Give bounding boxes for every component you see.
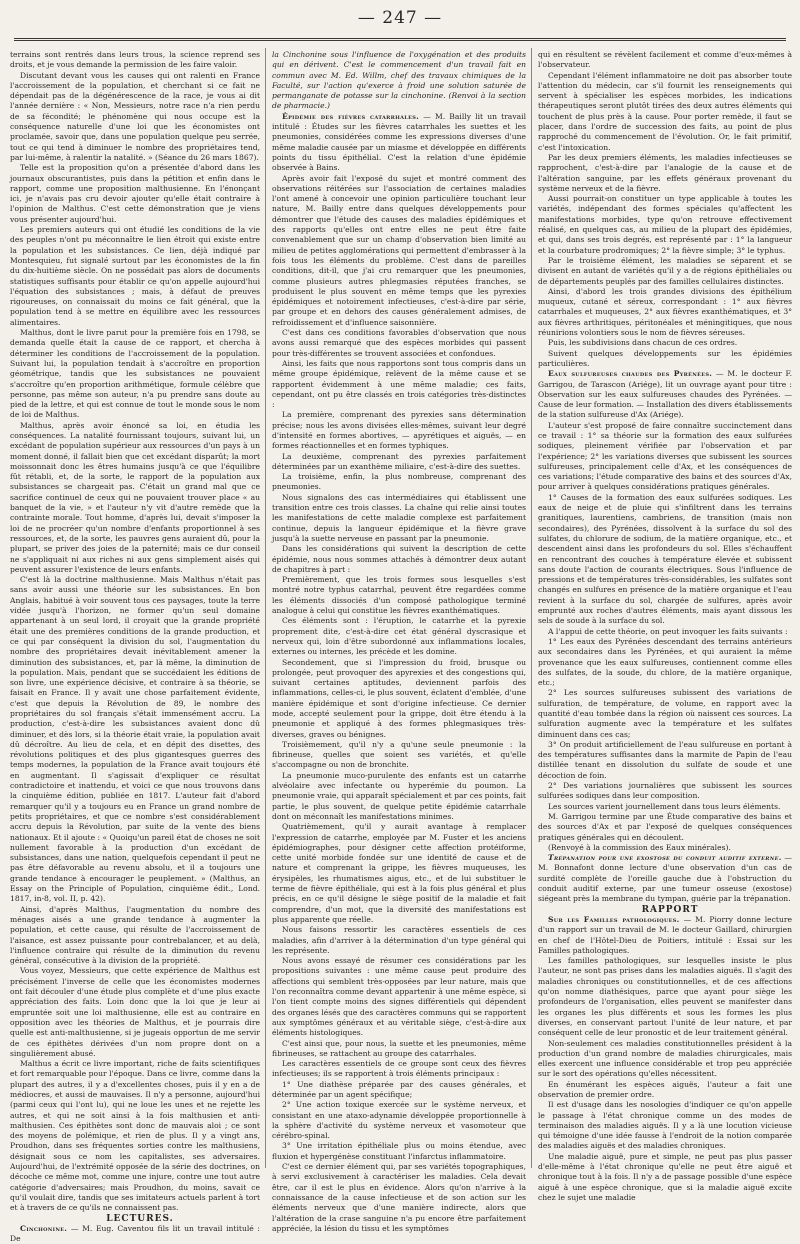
paragraph: C'est ce dernier élément qui, par ses variétés topographiques, à servi exclusivement à caractériser les maladies. Cela devait être, car il est le plus en évidence. Alors qu'on n'arrive à la connaissance de la cause infectieuse et de son action sur les éléments nerveux que d'une manière indirecte, alors que l'altération de la crase sanguine n'a pu encore être parfaitement appréciée, la lésion du tissu et les symptômes (272, 1162, 526, 1233)
paragraph: Discutant devant vous les causes qui ont ralenti en France l'accroissement de la population, et cherchant si ce fait ne dépendait pas de la dégénérescence de la race, je vous ai dit l'année dernière : « Non, Messieurs, notre race n'a rien perdu de sa fécondité; le phénomène qui nous occupe est la conséquence naturelle d'une loi que les économistes ont proclamée, savoir que, dans une population quelque peu serrée, tout ce qui tend à diminuer le nombre des propriétaires tend, par lui-même, à ralentir la natalité. » (Séance du 26 mars 1867). (10, 70, 260, 162)
article-heading: Eaux sulfureuses chaudes des Pyrénées. (548, 369, 713, 379)
paragraph: 3° On produit artificiellement de l'eau sulfureuse en portant à des températures suffisantes dans la marmite de Papin de l'eau distillée tenant en dissolution du sulfate de soude et une décoction de foin. (538, 739, 792, 780)
paragraph: L'auteur s'est proposé de faire connaître succinctement dans ce travail : 1° sa théorie sur la formation des eaux sulfurées sodiques, pleinement vérifiée par l'observation et par l'expérience; 2° les variations diverses que subissent les sources sulfureuses, principalement celle d'Ax, et les conséquences de ces variations; l'étude comparative des bains et des sources d'Ax, pour arriver à quelques considérations pratiques générales. (538, 420, 792, 492)
paragraph: La troisième, enfin, la plus nombreuse, comprenant des pneumonies. (272, 472, 526, 492)
paragraph: Telle est la proposition qu'on a présentée d'abord dans les journaux obscurantistes, puis dans la pétition et enfin dans le rapport, comme une proposition malthusienne. En l'énonçant ici, je n'avais pas cru devoir ajouter qu'elle était contraire à l'opinion de Malthus. C'est cette démonstration que je viens vous présenter aujourd'hui. (10, 163, 260, 224)
page-number: — 247 — (357, 8, 443, 28)
paragraph: Puis, les subdivisions dans chacun de ces ordres. (548, 338, 738, 348)
paragraph: Ces éléments sont : l'éruption, le catarrhe et la pyrexie proprement dite, c'est-à-dire cet état général dyscrasique et nerveux qui, loin d'être subordonné aux inflammations locales, externes ou internes, les précède et les domine. (272, 616, 526, 657)
paragraph-text: — M. Eug. Caventou fils lit un travail intitulé : De (10, 1223, 260, 1244)
column-divider (531, 48, 532, 1168)
paragraph (538, 853, 792, 904)
paragraph: A l'appui de cette théorie, on peut invoquer les faits suivants : (548, 626, 788, 636)
section-title-lectures: LECTURES. (106, 1213, 174, 1224)
column-right (538, 50, 792, 1202)
paragraph: Les sources varient journellement dans tous leurs éléments. (548, 801, 781, 811)
paragraph: 2° Les sources sulfureuses subissent des variations de sulfuration, de température, de volume, en rapport avec la quantité d'eau tombée dans la région où naissent ces sources. La sulfuration augmente avec la température et les sulfates diminuent dans ces cas; (538, 688, 792, 739)
paragraph: 1° Les eaux des Pyrénées descendant des terrains antérieurs aux secondaires dans les Pyrénées, et qui auraient la même provenance que les eaux sulfureuses, contiennent comme elles des sulfates, de la soude, du chlore, de la matière organique, etc.; (538, 636, 792, 688)
paragraph: C'est dans ces conditions favorables d'observation que nous avons aussi remarqué que des espèces morbides qui passent pour très-différentes se trouvent associées et confondues. (272, 328, 526, 358)
paragraph: 2° Des variations journalières que subissent les sources sulfurées sodiques dans leur composition. (538, 781, 792, 801)
paragraph: Aussi pourrait-on constituer un type applicable à toutes les variétés, indépendant des formes spéciales qu'affectent les manifestations morbides, type qu'on retrouve effectivement réalisé, en quelques cas, au milieu de la plupart des épidémies, et qui, dans ses trois degrés, est représenté par : 1° la langueur et la courbature prodromiques; 2° la fièvre simple; 3° le typhus. (538, 194, 792, 255)
paragraph: qui en résultent se révèlent facilement et comme d'eux-mêmes à l'observateur. (538, 50, 792, 70)
paragraph: la Cinchonine sous l'influence de l'oxygénation et des produits qui en dérivent. C'est le commencement d'un travail fait en commun avec M. Ed. Willm, chef des travaux chimiques de la Faculté, sur l'action qu'exerce à froid une solution saturée de permanganate de potasse sur la cinchonine. (Renvoi à la section de pharmacie.) (272, 50, 526, 111)
paragraph: Malthus, après avoir énoncé sa loi, en étudia les conséquences. La natalité fournissant toujours, suivant lui, un excédant de population supérieur aux ressources d'un pays à un moment donné, il fallait bien que cet excédant disparût; la mort moissonnait donc les êtres humains jusqu'à ce que l'équilibre fût rétabli, et, de la sorte, le rapport de la population aux subsistances se chargeait pas. C'était un grand mal que ce sacrifice continuel de ceux qui ne pouvaient trouver place « au banquet de la vie, » et l'auteur n'y vit d'autre remède que la contrainte morale. Tout homme, d'après lui, devait s'imposer la loi de ne procréer qu'un nombre d'enfants proportionnel à ses ressources, et, de la sorte, les pauvres gens auraient dû, pour la plupart, se priver des joies de la paternité; mais ce dur conseil ne s'appliquait ni aux riches ni aux gens simplement aisés qui peuvent assurer l'existence de leurs enfants. (10, 420, 260, 574)
paragraph: 1° Une diathèse préparée par des causes générales, et déterminée par un agent spécifique; (272, 1079, 526, 1099)
paragraph: En énumérant les espèces aiguës, l'auteur a fait une observation de premier ordre. (538, 1079, 792, 1099)
paragraph: La pneumonie muco-purulente des enfants est un catarrhe alvéolaire avec infectante ou hyperémie du poumon. La pneumonie vraie, qui apparaît spécialement et par ces points, fait partie, le plus souvent, de quelque petite épidémie catarrhale dont on méconnaît les manifestations minimes. (272, 770, 526, 821)
paragraph-text: — M. Bailly lit un travail intitulé : Études sur les fièvres catarrhales les suettes et les pneumonies, considérées comme les expressions diverses d'une même maladie causée par un miasme et développée en différents points du tissu épithélial. C'est la relation d'une épidémie observée à Bains. (272, 111, 526, 173)
paragraph: Il est d'usage dans les nosologies d'indiquer ce qu'on appelle le passage à l'état chronique comme un des modes de terminaison des maladies aiguës. Il y a là une locution vicieuse qui témoigne d'une idée fausse à l'endroit de la notion comparée des maladies aiguës et des maladies chroniques. (538, 1100, 792, 1151)
paragraph: Ainsi, d'après Malthus, l'augmentation du nombre des ménages aisés a une grande tendance à augmenter la population, et cette cause, qui résulte de l'accroissement de l'aisance, est assez puissante pour contrebalancer, et au delà, l'influence contraire qui résulte de la diminution du revenu général, consécutive à la division de la propriété. (10, 904, 260, 966)
paragraph: terrains sont rentrés dans leurs trous, la science reprend ses droits, et je vous demande la permission de les faire valoir. (10, 50, 260, 70)
paragraph: Nous signalons des cas intermédiaires qui établissent une transition entre ces trois classes. La chaîne qui relie ainsi toutes les manifestations de cette maladie complexe est parfaitement continue, depuis la langueur épidémique et la fièvre grave jusqu'à la suette nerveuse en passant par la pneumonie. (272, 492, 526, 543)
paragraph: Après avoir fait l'exposé du sujet et montré comment des observations réitérées sur l'association de certaines maladies l'ont amené à concevoir une opinion particulière touchant leur nature, M. Bailly entre dans quelques développements pour démontrer que l'étude des causes des maladies épidémiques et des rapports qu'elles ont entre elles ne peut être faite convenablement que sur un champ d'observation bien limité au milieu de petites agglomérations qui permettent d'embrasser à la fois tous les éléments du problème. C'est dans de pareilles conditions, dit-il, que j'ai cru remarquer que les pneumonies, comme plusieurs autres phlegmasies réputées franches, se produisent le plus souvent en même temps que les pyrexies épidémiques et notoirement infectieuses, c'est-à-dire par série, par groupe et en dehors des causes généralement admises, de refroidissement et d'influence saisonnière. (272, 173, 526, 327)
paragraph: Nous faisons ressortir les caractères essentiels de ces maladies, afin d'arriver à la détermination d'un type général qui les représente. (272, 925, 526, 955)
paragraph: 1° Causes de la formation des eaux sulfurées sodiques. Les eaux de neige et de pluie qui s'infiltrent dans les terrains granitiques, laurentiens, cambriens, de transition (mais non secondaires), des Pyrénées, dissolvent à la surface du sol des sulfates, du chlorure de sodium, de la matière organique, etc., et descendent ainsi dans les profondeurs du sol. Elles s'échauffent en rencontrant des couches à température élevée et subissent sans doute l'action de courants électriques. Sous l'influence de pressions et de températures très-considérables, les sulfates sont changés en sulfures en présence de la matière organique et l'eau revient à la surface du sol, chargée de sulfures, après avoir emprunté aux roches d'autres éléments, mais ayant dissous les sels de soude à la surface du sol. (538, 492, 792, 626)
paragraph (538, 915, 792, 956)
paragraph: Les caractères essentiels de ce groupe sont ceux des fièvres infectieuses; ils se rapportent à trois éléments principaux : (272, 1059, 526, 1079)
paragraph: Malthus, dont le livre parut pour la première fois en 1798, se demanda quelle était la cause de ce rapport, et chercha à déterminer les conditions de l'accroissement de la population. Suivant lui, la population tendait à s'accroître en proportion géométrique, tandis que les subsistances ne pouvaient s'accroître qu'en proportion arithmétique, formule célèbre que personne, pas même son auteur, n'a pu prendre sans doute au pied de la lettre, et qui est connue de tout le monde sous le nom de loi de Malthus. (10, 328, 260, 420)
header-rule (14, 38, 786, 41)
paragraph: M. Garrigou termine par une Étude comparative des bains et des sources d'Ax et par l'exposé de quelques conséquences pratiques générales qui en découlent. (538, 811, 792, 842)
paragraph: Les familles pathologiques, sur lesquelles insiste le plus l'auteur, ne sont pas prises dans les maladies aiguës. Il s'agit des maladies chroniques ou constitutionnelles, et de ces affections qu'on nomme diathésiques, parce que ayant pour siège les profondeurs de l'organisation, elles peuvent se manifester dans les organes les plus différents et sous les formes les plus diverses, en conservant partout l'unité de leur nature, et par conséquent celle de leur pronostic et de leur traitement général. (538, 956, 792, 1038)
paragraph: Secondement, que si l'impression du froid, brusque ou prolongée, peut provoquer des apyrexies et des congestions qui, suivant certaines aptitudes, deviennent parfois des inflammations, celles-ci, le plus souvent, éclatent d'emblée, d'une manière épidémique et sont d'origine infectieuse. Ce dernier mode, accepté seulement pour la grippe, doit être étendu à la pneumonie et appliqué à des formes phlegmasiques très-diverses, graves ou bénignes. (272, 657, 526, 739)
paragraph: Ainsi, d'abord les trois grandes divisions des épithélium muqueux, cutané et séreux, correspondant : 1° aux fièvres catarrhales et muqueuses, 2° aux fièvres exanthématiques, et 3° aux fièvres arthritiques, péritonéales et méningitiques, que nous réunirions volontiers sous le nom de fièvres séreuses. (538, 286, 792, 338)
paragraph: C'est là la doctrine malthusienne. Mais Malthus n'était pas sans avoir aussi une théorie sur les subsistances. En bon Anglais, habitué à voir souvent tous ces paysages, toute la terre vidée jusqu'à l'horizon, ne former qu'un seul domaine appartenant à un seul lord, il croyait que la grande propriété était une des premières conditions de la grande production, et ce qui par conséquent la division du sol, l'augmentation du nombre des propriétaires devait inévitablement amener la diminution des subsistances, et, par là même, la diminution de la population. Mais, pendant que se succédaient les éditions de son livre, une expérience décisive, et contraire à sa théorie, se faisait en France. Il y avait une chose parfaitement évidente, c'est que depuis la Révolution de 89, le nombre des propriétaires du sol français s'était immensément accru. La production, c'est-à-dire les subsistances avaient donc dû diminuer, et dès lors, si la théorie était vraie, la population avait dû décroître. Au lieu de cela, et en dépit des disettes, des révolutions politiques et des plus gigantesques guerres des temps modernes, la population de la France avait toujours été en augmentant. Il s'agissait d'expliquer ce résultat contradictoire et inattendu, et voici ce que nous trouvons dans la cinquième édition, publiée en 1817. L'auteur fait d'abord remarquer qu'il y a toujours eu en France un grand nombre de petits propriétaires, et que ce nombre s'est considérablement accru depuis la Révolution, par suite de la vente des biens nationaux. Et il ajoute : « Quoiqu'un pareil état de choses ne soit nullement favorable à la production d'un excédant de subsistances, dans une nation, quelquefois cependant il peut ne pas être défavorable au revenu absolu, et il a toujours une grande tendance à encourager le peuplement. » (Malthus, an Essay on the Principle of Population, cinquième édit., Lond. 1817, in-8, vol. II, p. 42). (10, 575, 260, 904)
paragraph: 3° Une irritation épithéliale plus ou moins étendue, avec fluxion et hypergénèse constituant l'infarctus inflammatoire. (272, 1141, 526, 1161)
article-heading: Épidémie des fièvres catarrhales. (282, 111, 420, 121)
paragraph: Premièrement, que les trois formes sous lesquelles s'est montré notre typhus catarrhal, peuvent être regardées comme les éléments dissociés d'un composé pathologique terminé analogue à celui qui constitue les fièvres exanthématiques. (272, 575, 526, 616)
article-heading: Trépanation pour une exostose du conduit auditif externe. (548, 853, 782, 863)
paragraph: Les premiers auteurs qui ont étudié les conditions de la vie des peuples n'ont pu méconnaître le lien étroit qui existe entre la population et les subsistances. Ce lien, déjà indiqué par Montesquieu, fut signalé surtout par les économistes de la fin du dix-huitième siècle. On ne possédait pas alors de documents statistiques suffisants pour établir ce qu'on appelle aujourd'hui l'équation des subsistances ; mais, à défaut de preuves rigoureuses, on connaissait du moins ce fait général, que la population tend à se mettre en équilibre avec les ressources alimentaires. (10, 225, 260, 327)
column-divider (265, 48, 266, 1168)
paragraph: Troisièmement, qu'il n'y a qu'une seule pneumonie : la fibrineuse, quelles que soient ses variétés, et qu'elle s'accompagne ou non de bronchite. (272, 739, 526, 770)
paragraph: 2° Une action toxique exercée sur le système nerveux, et consistant en une ataxo-adynamie développée proportionnelle à la sphère d'activité du système nerveux et vasomoteur que cérébro-spinal. (272, 1100, 526, 1141)
article-heading: Sur les Familles pathologiques. (548, 914, 680, 924)
paragraph-text: — M. Bonnafont donne lecture d'une observation d'un cas de surdité complète de l'oreille gauche due à l'obstruction du conduit auditif externe, par une tumeur osseuse (exostose) siégeant près la membrane du tympan, guérie par la trépanation. (538, 853, 792, 904)
paragraph-text: — M. le docteur F. Garrigou, de Tarascon (Ariége), lit un ouvrage ayant pour titre : Observation sur les eaux sulfureuses chaudes des Pyrénées. — Cause de leur formation. — Installation des divers établissements de la station sulfureuse d'Ax (Ariége). (538, 369, 792, 420)
paragraph (10, 1224, 260, 1244)
paragraph: La deuxième, comprenant des pyrexies parfaitement déterminées par un exanthème miliaire, c'est-à-dire des suettes. (272, 451, 526, 471)
paragraph: Par les deux premiers éléments, les maladies infectieuses se rapprochent, c'est-à-dire par l'analogie de la cause et de l'altération sanguine, par les effets généraux provenant du système nerveux et de la fièvre. (538, 152, 792, 193)
section-title-rapport: RAPPORT (641, 904, 699, 915)
paragraph: Par le troisième élément, les maladies se séparent et se divisent en autant de variétés qu'il y a de régions épithéliales ou de départements peuplés par des familles cellulaires distinctes. (538, 255, 792, 286)
paragraph: Une maladie aiguë, pure et simple, ne peut pas plus passer d'elle-même à l'état chronique qu'elle ne peut être aiguë et chronique tout à la fois. Il n'y a de passage possible d'une espèce aiguë à une espèce chronique, que si la maladie aiguë excite chez le sujet une maladie (538, 1151, 792, 1202)
paragraph: Nous avons essayé de résumer ces considérations par les propositions suivantes : une même cause peut produire des affections qui semblent très-opposées par leur nature, mais que l'on reconnaîtra comme devant appartenir à une même espèce, si l'on tient compte moins des signes différentiels qui dépendent des organes lésés que des caractères communs qui se rapportent aux symptômes généraux et au véritable siège, c'est-à-dire aux éléments histologiques. (272, 956, 526, 1038)
paragraph: C'est ainsi que, pour nous, la suette et les pneumonies, même fibrineuses, se rattachent au groupe des catarrhales. (272, 1038, 526, 1058)
paragraph: Ainsi, les faits que nous rapportons sont tous compris dans un même groupe épidémique, relèvent de la même cause et se rapportent évidemment à une même maladie; ces faits, cependant, ont pu être classés en trois catégories très-distinctes : (272, 358, 526, 410)
article-heading: Cinchonine. (20, 1223, 68, 1233)
paragraph: Suivent quelques développements sur les épidémies particulières. (538, 348, 792, 368)
paragraph: Cependant l'élément inflammatoire ne doit pas absorber toute l'attention du médecin, car s'il fournit les renseignements qui servent à spécialiser les espèces morbides, les indications thérapeutiques seront plutôt tirées des deux autres éléments qui touchent de plus près à la cause. Pour porter remède, il faut se placer, dans l'ordre de succession des faits, au point de plus rapproché du commencement de l'évolution. Or, le fait primitif, c'est l'intoxication. (538, 70, 792, 152)
paragraph (272, 112, 526, 174)
paragraph-text: — M. Piorry donne lecture d'un rapport sur un travail de M. le docteur Gaillard, chirurgien en chef de l'Hôtel-Dieu de Poitiers, intitulé : Essai sur les Familles pathologiques. (538, 914, 792, 955)
paragraph: Malthus a écrit ce livre important, riche de faits scientifiques et fort remarquable pour l'époque. Dans ce livre, comme dans la plupart des autres, il y a d'excellentes choses, puis il y en a de médiocres, et aussi de mauvaises. Il n'y a personne, aujourd'hui (parmi ceux qui l'ont lu), qui ne loue les unes et ne rejette les autres, et qui ne soit ainsi à la fois malthusien et anti-malthusien. Ces épithètes sont donc de mauvais aloi ; ce sont des moyens de polémique, et rien de plus. Il y a vingt ans, Proudhon, dans ses fréquentes sorties contre les malthusiens, désignait sous ce nom les capitalistes, ses adversaires. Aujourd'hui, de l'extrémité opposée de la série des doctrines, on décoche ce même mot, comme une injure, contre une tout autre catégorie d'adversaires; mais Proudhon, du moins, savait ce qu'il voulait dire, tandis que ses imitateurs actuels parlent à tort et à travers de ce qu'ils ne connaissent pas. (10, 1059, 260, 1213)
paragraph: Dans les considérations qui suivent la description de cette épidémie, nous nous sommes attachés à démontrer deux autant de chapitres à part : (272, 544, 526, 574)
paragraph (538, 369, 792, 420)
paragraph: Vous voyez, Messieurs, que cette expérience de Malthus est précisément l'inverse de celle que les économistes modernes ont fait découler d'une étude plus complète et d'une plus exacte appréciation des faits. Loin donc que la loi que je leur ai empruntée soit une loi malthusienne, elle est au contraire en opposition avec les théories de Malthus, et je pourrais dire quelle est anti-malthusienne, si je jugeais opportun de me servir de ces épithètes dérivées d'un nom propre dont on a singulièrement abusé. (10, 966, 260, 1058)
paragraph: Quatrièmement, qu'il y aurait avantage à remplacer l'expression de catarrhe, employée par M. Fuster et les anciens épidémiographes, pour désigner cette affection protéiforme, cette unité morbide fondée sur une identité de cause et de nature et comprenant la grippe, les fièvres muqueuses, les érysipèles, les rhumatismes aigus, etc., et de lui substituer le terme de fièvre épithéliale, qui est à la fois plus général et plus précis, en ce qu'il désigne le siège positif de la maladie et fait comprendre, d'un mot, que la diversité des manifestations est plus apparente que réelle. (272, 822, 526, 924)
paragraph: La première, comprenant des pyrexies sans détermination précise; nous les avons divisées elles-mêmes, suivant leur degré d'intensité en formes abortives, — apyrétiques et aiguës, — en formes réactionnelles et en formes typhiques. (272, 410, 526, 451)
column-left (10, 50, 260, 1244)
paragraph: Non-seulement ces maladies constitutionnelles président à la production d'un grand nombre de maladies chirurgicales, mais elles exercent une influence considérable et trop peu appréciée sur le sort des opérations qu'elles nécessitent. (538, 1038, 792, 1079)
paragraph: (Renvoyé à la commission des Eaux minérales). (548, 842, 731, 852)
column-middle (272, 50, 526, 1233)
